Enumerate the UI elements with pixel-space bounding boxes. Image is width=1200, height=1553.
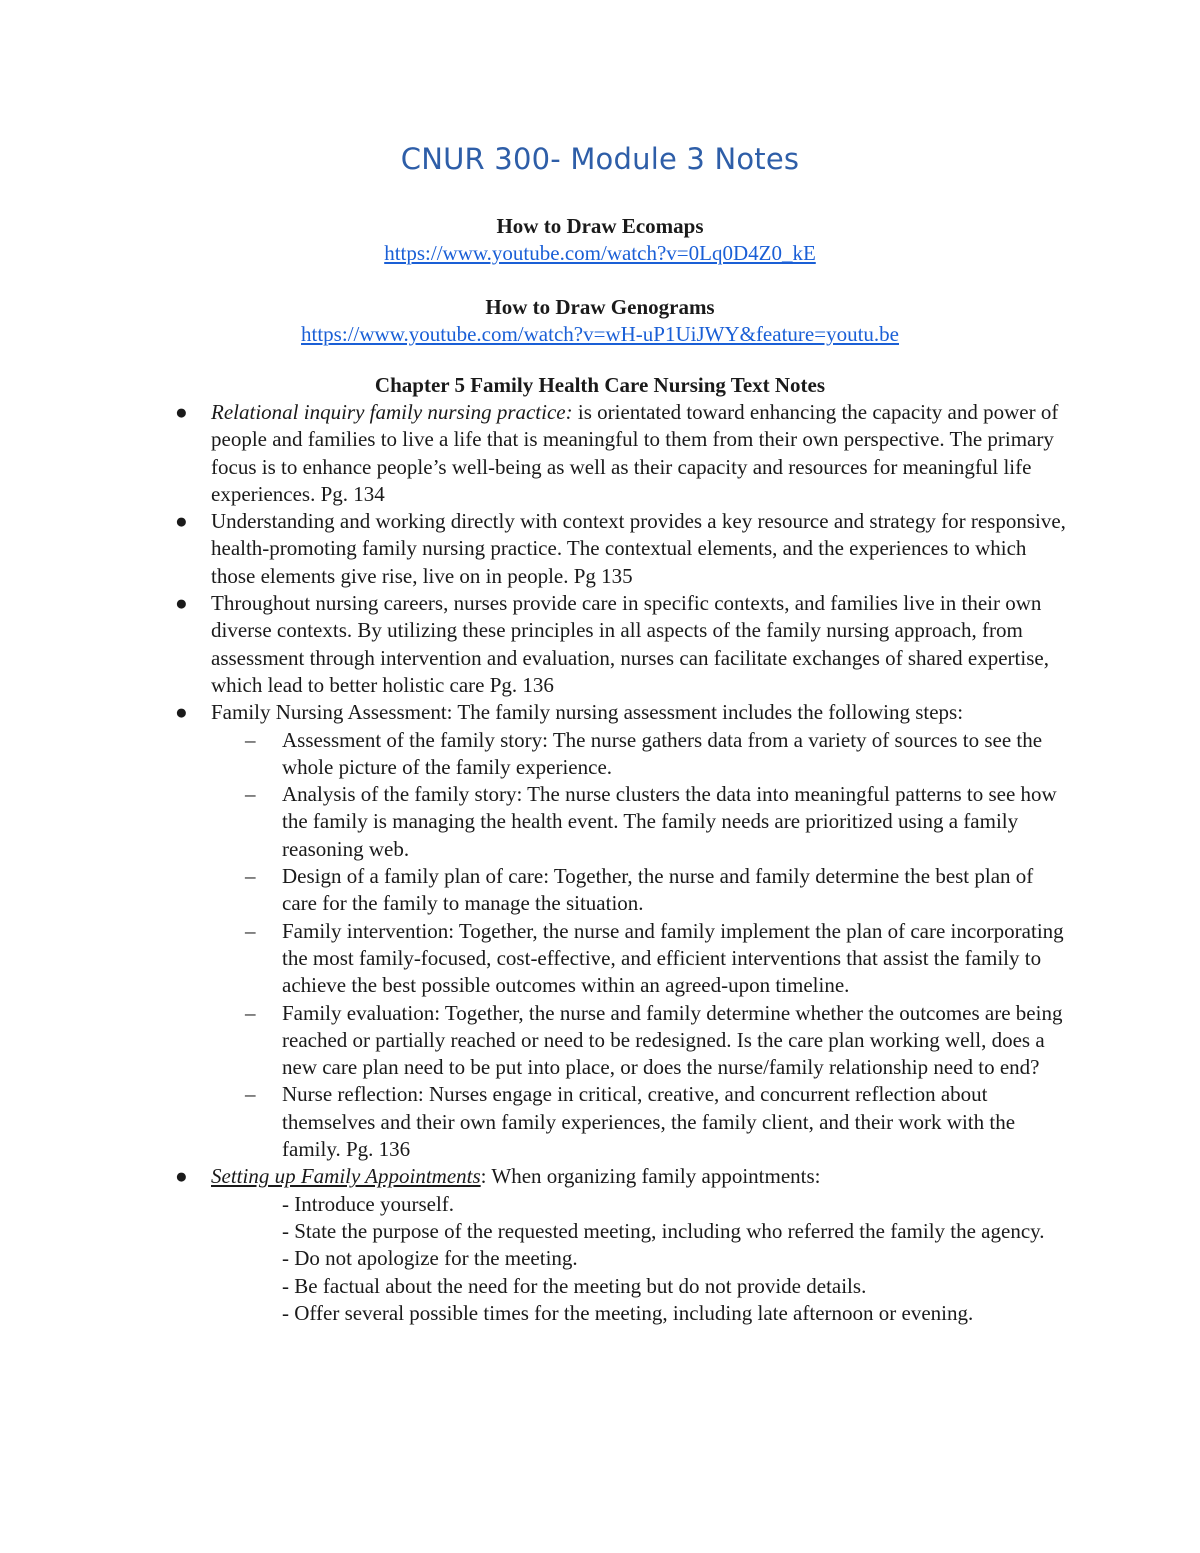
bullet-icon: ● bbox=[175, 509, 188, 534]
ecomaps-link[interactable]: https://www.youtube.com/watch?v=0Lq0D4Z0_kE bbox=[384, 241, 816, 265]
appointment-line: - Introduce yourself. bbox=[282, 1191, 455, 1216]
dash-icon: – bbox=[245, 918, 256, 943]
bullet-text: : When organizing family appointments: bbox=[480, 1164, 821, 1189]
list-item bbox=[175, 1163, 1071, 1327]
genograms-heading: How to Draw Genograms bbox=[485, 295, 715, 319]
appointment-line: - Be factual about the need for the meeting but do not provide details. bbox=[282, 1273, 867, 1298]
step-item bbox=[245, 918, 1071, 1000]
dash-icon: – bbox=[245, 727, 256, 752]
step-item bbox=[245, 1000, 1071, 1082]
bullet-text: is orientated toward enhancing the capacity and power of people and families to live a life that is meaningful to them from their own perspective. The primary focus is to enhance people’s well-being as well as their capacity and resources for meaningful life experiences. Pg. 134 bbox=[211, 400, 1059, 506]
ecomaps-heading: How to Draw Ecomaps bbox=[496, 214, 704, 238]
appointment-lines bbox=[211, 1191, 1071, 1327]
assessment-steps bbox=[211, 727, 1071, 1164]
step-text: Analysis of the family story: The nurse clusters the data into meaningful patterns to see how the family is managing the health event. The family needs are prioritized using a family reasoning web. bbox=[282, 782, 1057, 861]
bullet-lead: Relational inquiry family nursing practice: bbox=[211, 400, 573, 424]
list-item bbox=[175, 699, 1071, 1163]
dash-icon: – bbox=[245, 864, 256, 889]
bullet-text: Understanding and working directly with context provides a key resource and strategy for responsive, health-promoting family nursing practice. The contextual elements, and the experiences to which those elements give rise, live on in people. Pg 135 bbox=[211, 509, 1066, 588]
appointment-line: - Do not apologize for the meeting. bbox=[282, 1246, 578, 1271]
step-item bbox=[245, 1081, 1071, 1163]
step-text: Nurse reflection: Nurses engage in critical, creative, and concurrent reflection about themselves and their own family experiences, the family client, and their work with the family. Pg. 136 bbox=[282, 1082, 1016, 1162]
notes-list bbox=[0, 399, 1071, 1327]
step-item bbox=[245, 727, 1071, 782]
bullet-icon: ● bbox=[175, 591, 188, 616]
step-text: Family intervention: Together, the nurse and family implement the plan of care incorporating the most family-focused, cost-effective, and efficient interventions that assist the family to achieve the best possible outcomes within an agreed-upon timeline. bbox=[282, 918, 1064, 998]
bullet-icon: ● bbox=[175, 1164, 188, 1189]
chapter-notes bbox=[0, 372, 1200, 1327]
bullet-text: Throughout nursing careers, nurses provide care in specific contexts, and families live in their own diverse contexts. By utilizing these principles in all aspects of the family nursing approach, from assessment through intervention and evaluation, nurses can facilitate exchanges of shared expertise, which lead to better holistic care Pg. 136 bbox=[211, 591, 1049, 697]
step-item bbox=[245, 781, 1071, 863]
step-text: Family evaluation: Together, the nurse and family determine whether the outcomes are being reached or partially reached or need to be redesigned. Is the care plan working well, does a new care plan need to be put into place, or does the nurse/family relationship need to end? bbox=[282, 1000, 1063, 1080]
page-title: CNUR 300- Module 3 Notes bbox=[400, 142, 800, 176]
bullet-text: Family Nursing Assessment: The family nursing assessment includes the following steps: bbox=[211, 700, 964, 725]
chapter-heading: Chapter 5 Family Health Care Nursing Text Notes bbox=[374, 373, 826, 397]
dash-icon: – bbox=[245, 1082, 256, 1107]
list-item bbox=[175, 590, 1071, 699]
appointment-line: - Offer several possible times for the meeting, including late afternoon or evening. bbox=[282, 1300, 974, 1325]
step-text: Assessment of the family story: The nurse gathers data from a variety of sources to see the whole picture of the family experience. bbox=[282, 727, 1043, 779]
genograms-resource bbox=[0, 294, 1200, 348]
dash-icon: – bbox=[245, 782, 256, 807]
genograms-link[interactable]: https://www.youtube.com/watch?v=wH-uP1UiJWY&feature=youtu.be bbox=[301, 322, 899, 346]
dash-icon: – bbox=[245, 1000, 256, 1025]
ecomaps-resource bbox=[0, 213, 1200, 267]
list-item bbox=[175, 399, 1071, 508]
bullet-icon: ● bbox=[175, 400, 188, 424]
step-item bbox=[245, 863, 1071, 918]
bullet-icon: ● bbox=[175, 700, 188, 725]
list-item bbox=[175, 508, 1071, 590]
step-text: Design of a family plan of care: Together, the nurse and family determine the best plan of care for the family to manage the situation. bbox=[282, 864, 1034, 916]
bullet-lead: Setting up Family Appointments bbox=[211, 1164, 481, 1189]
appointment-line: - State the purpose of the requested meeting, including who referred the family the agency. bbox=[282, 1218, 1045, 1243]
